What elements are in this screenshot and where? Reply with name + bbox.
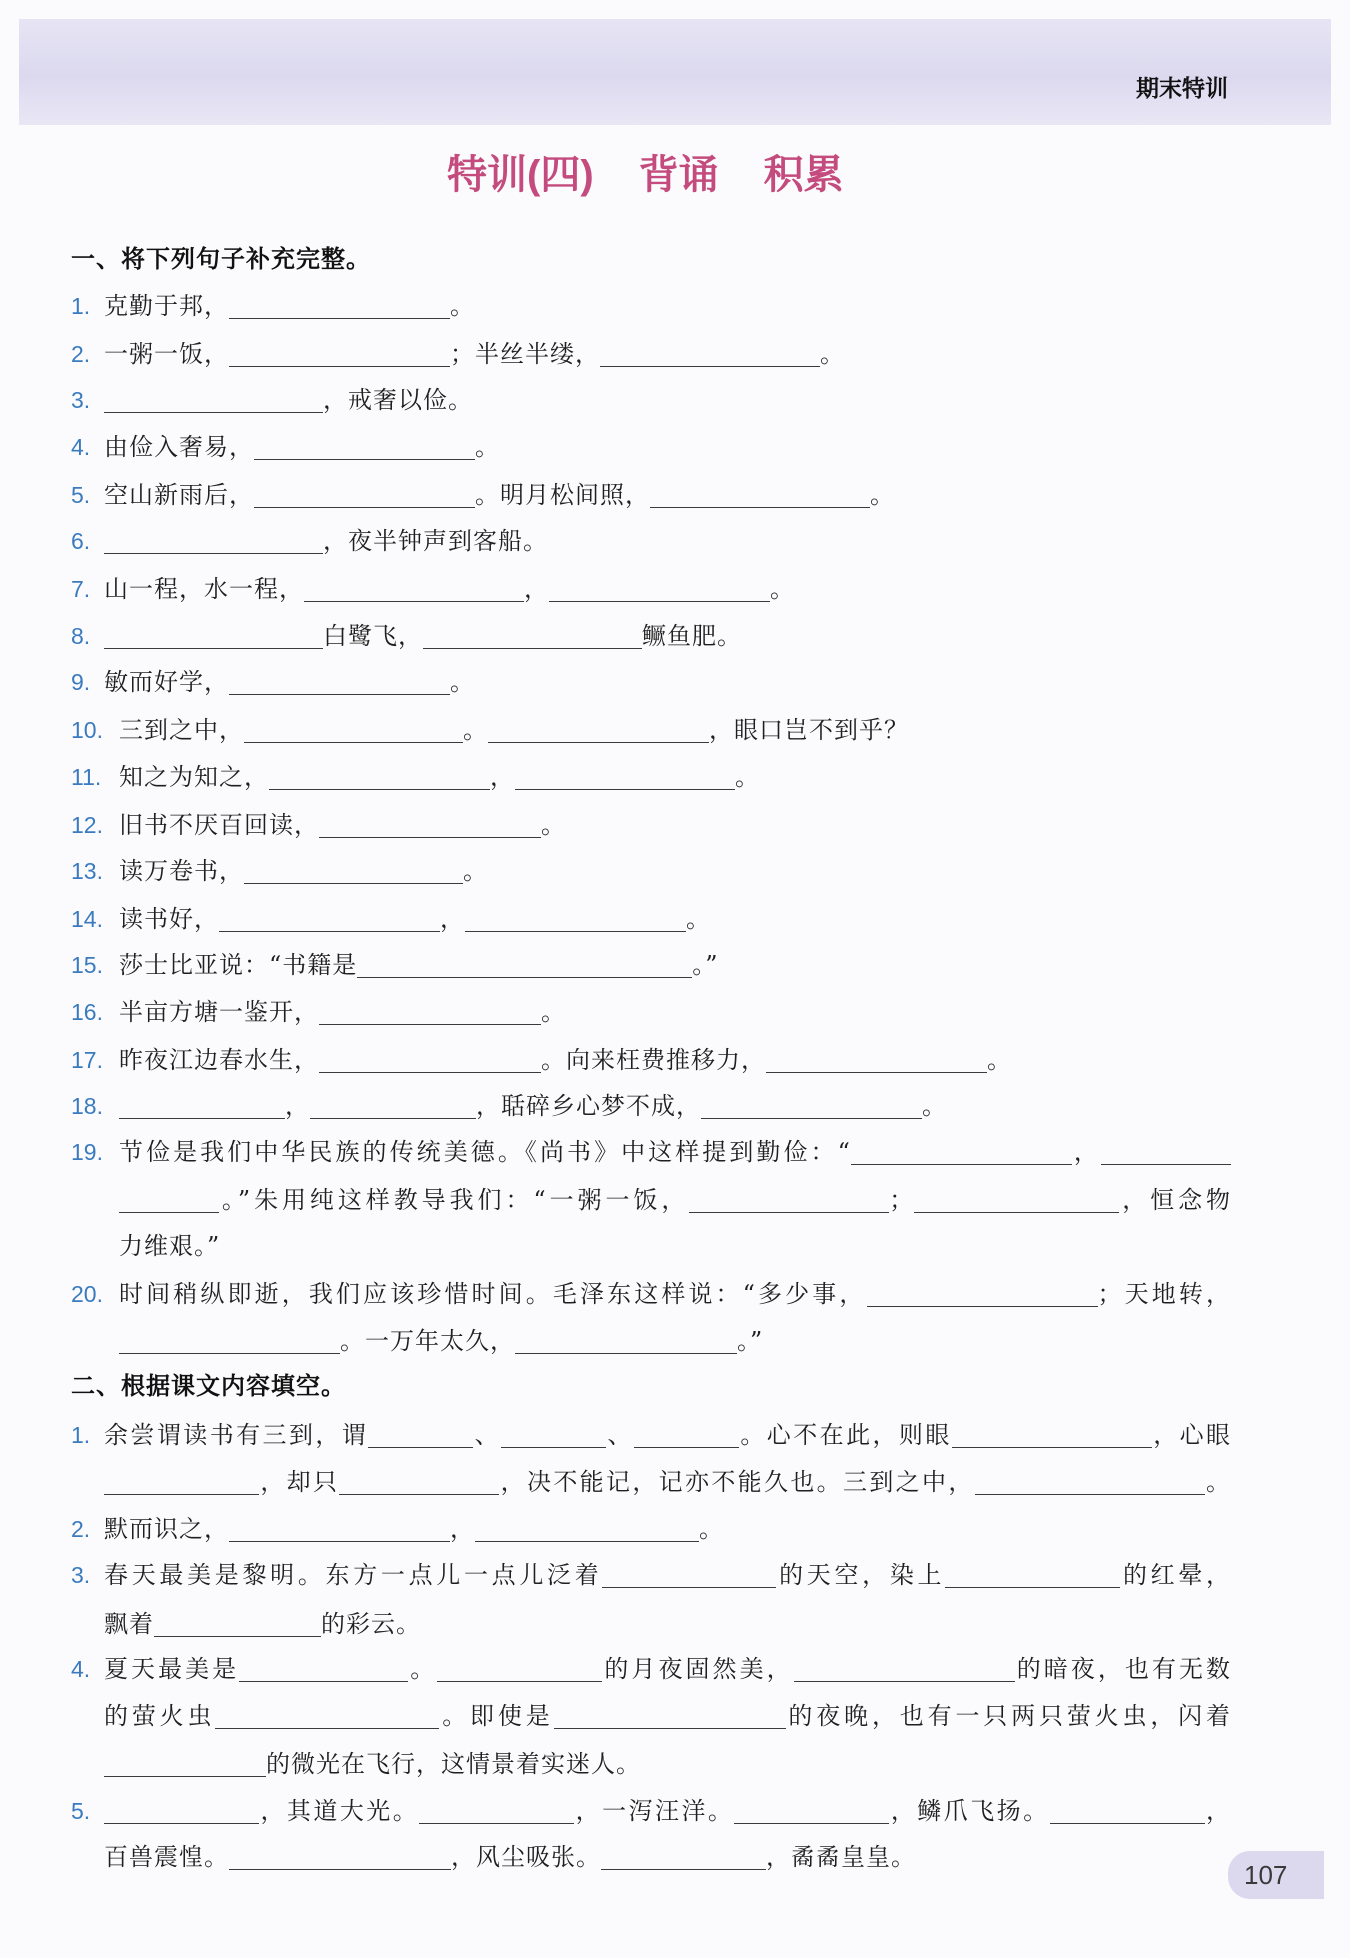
answer-blank [304, 579, 524, 602]
item-text: 鳜鱼肥。 [642, 622, 742, 650]
item-line [71, 901, 711, 937]
answer-blank [104, 531, 323, 554]
item-number: 14. [71, 906, 103, 932]
answer-blank [104, 626, 323, 649]
item-number: 7. [71, 576, 91, 602]
item-number: 20. [71, 1281, 103, 1307]
answer-blank [600, 344, 820, 367]
item-text: 。 [820, 340, 845, 368]
item-text: 半亩方塘一鉴开， [119, 998, 319, 1026]
item-text: 。心不在此，则眼 [738, 1421, 952, 1449]
item-line [71, 994, 566, 1030]
answer-blank [867, 1284, 1098, 1307]
item-line [71, 664, 475, 700]
title-part: 积累 [763, 153, 844, 197]
item-line [71, 571, 795, 607]
item-text: ， [1071, 1138, 1101, 1166]
answer-blank [215, 1706, 439, 1729]
item-text: 节俭是我们中华民族的传统美德。《尚书》中这样提到勤俭：“ [119, 1138, 851, 1166]
item-text: 读书好， [119, 905, 219, 933]
item-text: ， [524, 575, 549, 603]
item-number: 12. [71, 812, 103, 838]
answer-blank [104, 1801, 259, 1824]
item-line-continued [119, 1182, 1231, 1218]
answer-blank [119, 1096, 285, 1119]
item-line [71, 1134, 1231, 1170]
item-text: 知之为知之， [119, 763, 269, 791]
item-text: 。 [463, 716, 488, 744]
answer-blank [310, 1096, 476, 1119]
item-number: 8. [71, 623, 91, 649]
answer-blank [952, 1425, 1152, 1448]
item-text: 。 [770, 575, 795, 603]
answer-blank [239, 1659, 408, 1682]
answer-blank [437, 1659, 602, 1682]
item-text: ，却只 [259, 1468, 340, 1496]
item-text: 的月夜固然美， [602, 1655, 794, 1683]
item-text: 。” [692, 951, 719, 979]
item-text: ；半丝半缕， [450, 340, 600, 368]
item-line [71, 1511, 724, 1547]
answer-blank [319, 1002, 541, 1025]
answer-blank [269, 767, 490, 790]
item-text: 。 [475, 433, 500, 461]
item-number: 1. [71, 293, 91, 319]
item-text: 。 [699, 1515, 724, 1543]
answer-blank [554, 1706, 786, 1729]
item-line [71, 1793, 1232, 1829]
item-line [71, 382, 473, 418]
item-line [71, 1417, 1232, 1453]
item-text: ，矞矞皇皇。 [766, 1843, 916, 1871]
item-line [71, 759, 760, 795]
item-text: 。 [735, 763, 760, 791]
item-text: 百兽震惶。 [104, 1843, 229, 1871]
item-text: ； [889, 1186, 915, 1214]
item-line [71, 1088, 947, 1124]
item-text: 。向来枉费推移力， [541, 1046, 766, 1074]
item-text: 。 [463, 857, 488, 885]
item-number: 1. [71, 1422, 91, 1448]
page-title [447, 150, 844, 200]
answer-blank [357, 955, 692, 978]
answer-blank [602, 1565, 776, 1588]
item-text: ；天地转， [1097, 1280, 1231, 1308]
item-text: ， [450, 1515, 475, 1543]
item-line [71, 477, 895, 513]
answer-blank [851, 1142, 1072, 1165]
answer-blank [515, 767, 735, 790]
item-line-continued [104, 1839, 916, 1875]
item-number: 9. [71, 669, 91, 695]
item-line-continued [104, 1606, 421, 1642]
answer-blank [488, 720, 709, 743]
item-text: 。 [541, 998, 566, 1026]
item-text: 。 [987, 1046, 1012, 1074]
item-text: ， [490, 763, 515, 791]
item-text: 。 [450, 292, 475, 320]
item-number: 17. [71, 1047, 103, 1073]
answer-blank [254, 437, 475, 460]
item-line [71, 288, 475, 324]
answer-blank [501, 1425, 606, 1448]
item-text: 。 [450, 668, 475, 696]
item-text: 默而识之， [104, 1515, 229, 1543]
item-text: 空山新雨后， [104, 481, 254, 509]
item-line-continued [104, 1746, 641, 1782]
answer-blank [319, 815, 541, 838]
item-text: ，决不能记，记亦不能久也。三到之中， [499, 1468, 975, 1496]
item-text: 的彩云。 [321, 1610, 421, 1638]
item-text: 白鹭飞， [323, 622, 423, 650]
item-text: 的天空，染上 [776, 1561, 946, 1589]
item-number: 4. [71, 1656, 91, 1682]
item-text: 由俭入奢易， [104, 433, 254, 461]
item-text: 读万卷书， [119, 857, 244, 885]
item-text: 。 [922, 1092, 947, 1120]
header-tag: 期末特训 [1136, 75, 1228, 101]
item-text: 的夜晚，也有一只两只萤火虫，闪着 [785, 1702, 1232, 1730]
item-text: 。 [870, 481, 895, 509]
item-number: 16. [71, 999, 103, 1025]
item-text: 飘着 [104, 1610, 154, 1638]
item-text: 、 [473, 1421, 502, 1449]
item-text: 。 [541, 811, 566, 839]
title-part: 背诵 [638, 153, 719, 197]
answer-blank [601, 1847, 766, 1870]
item-text: 余尝谓读书有三到，谓 [104, 1421, 369, 1449]
item-number: 5. [71, 482, 91, 508]
answer-blank [104, 1472, 259, 1495]
answer-blank [368, 1425, 473, 1448]
item-line [71, 1651, 1232, 1687]
item-text: 三到之中， [119, 716, 244, 744]
item-text: ，风尘吸张。 [451, 1843, 601, 1871]
item-line [71, 1557, 1232, 1593]
item-text: ，聒碎乡心梦不成， [476, 1092, 701, 1120]
item-line [71, 336, 845, 372]
answer-blank [423, 626, 642, 649]
item-text: 的萤火虫 [104, 1702, 216, 1730]
section-heading: 二、根据课文内容填空。 [71, 1373, 346, 1400]
item-line [71, 853, 488, 889]
answer-blank [339, 1472, 499, 1495]
item-text: 。 [1204, 1468, 1232, 1496]
item-line [71, 429, 500, 465]
item-number: 15. [71, 952, 103, 978]
item-text: 的微光在飞行，这情景着实迷人。 [266, 1750, 641, 1778]
answer-blank [229, 1847, 451, 1870]
answer-blank [244, 861, 463, 884]
item-text: 夏天最美是 [104, 1655, 240, 1683]
item-text: 昨夜江边春水生， [119, 1046, 319, 1074]
section-heading: 一、将下列句子补充完整。 [71, 246, 371, 273]
item-text: ，夜半钟声到客船。 [323, 527, 548, 555]
answer-blank [794, 1659, 1015, 1682]
answer-blank [549, 579, 770, 602]
answer-blank [319, 1050, 541, 1073]
item-number: 6. [71, 528, 91, 554]
answer-blank [734, 1801, 889, 1824]
item-text: 敏而好学， [104, 668, 229, 696]
header-band [19, 19, 1331, 125]
answer-blank [1050, 1801, 1205, 1824]
item-line-continued [119, 1228, 220, 1264]
item-line-continued [104, 1698, 1231, 1734]
answer-blank [154, 1614, 321, 1637]
answer-blank [229, 1519, 450, 1542]
answer-blank [229, 344, 450, 367]
answer-blank [515, 1331, 737, 1354]
item-text: 的红晕， [1120, 1561, 1232, 1589]
item-text: 。 [686, 905, 711, 933]
answer-blank [1101, 1142, 1231, 1165]
answer-blank [229, 296, 450, 319]
item-line [71, 1042, 1012, 1078]
answer-blank [475, 1519, 699, 1542]
item-line [71, 712, 909, 748]
item-number: 5. [71, 1798, 91, 1824]
item-text: 。即使是 [439, 1702, 554, 1730]
answer-blank [914, 1190, 1119, 1213]
item-number: 3. [71, 1562, 91, 1588]
item-text: 。” [737, 1327, 764, 1355]
answer-blank [689, 1190, 889, 1213]
item-text: 。一万年太久， [340, 1327, 515, 1355]
answer-blank [419, 1801, 574, 1824]
item-text: ， [1204, 1797, 1232, 1825]
item-text: ，鳞爪飞扬。 [889, 1797, 1050, 1825]
item-text: 莎士比亚说：“书籍是 [119, 951, 358, 979]
item-line [71, 523, 548, 559]
answer-blank [945, 1565, 1120, 1588]
item-text: 一粥一饭， [104, 340, 229, 368]
item-line [71, 1276, 1231, 1312]
item-text: 、 [606, 1421, 634, 1449]
item-number: 11. [71, 764, 102, 790]
answer-blank [104, 390, 323, 413]
answer-blank [465, 909, 686, 932]
item-number: 2. [71, 1516, 91, 1542]
answer-blank [119, 1190, 219, 1213]
answer-blank [244, 720, 463, 743]
item-text: 。”朱用纯这样教导我们：“一粥一饭， [219, 1186, 690, 1214]
item-number: 10. [71, 717, 103, 743]
answer-blank [219, 909, 440, 932]
answer-blank [975, 1472, 1205, 1495]
answer-blank [254, 485, 475, 508]
item-text: 的暗夜，也有无数 [1014, 1655, 1232, 1683]
item-text: ， [285, 1092, 310, 1120]
item-text: 旧书不厌百回读， [119, 811, 319, 839]
answer-blank [634, 1425, 739, 1448]
item-text: 。明月松间照， [475, 481, 650, 509]
item-text: 春天最美是黎明。东方一点儿一点儿泛着 [104, 1561, 603, 1589]
item-text: 山一程，水一程， [104, 575, 304, 603]
item-text: 。 [408, 1655, 438, 1683]
item-text: ，其道大光。 [259, 1797, 420, 1825]
item-number: 4. [71, 434, 91, 460]
item-text: 力维艰。” [119, 1232, 221, 1260]
item-line [71, 807, 566, 843]
page-number: 107 [1244, 1860, 1288, 1890]
item-number: 3. [71, 387, 91, 413]
item-text: ，一泻汪洋。 [574, 1797, 735, 1825]
item-text: ， [440, 905, 465, 933]
item-line-continued [104, 1464, 1231, 1500]
item-line [71, 947, 719, 983]
item-line-continued [119, 1323, 763, 1359]
answer-blank [119, 1331, 340, 1354]
item-text: ，恒念物 [1119, 1186, 1231, 1214]
item-text: ，眼口岂不到乎？ [709, 716, 909, 744]
answer-blank [650, 485, 870, 508]
item-text: 时间稍纵即逝，我们应该珍惜时间。毛泽东这样说：“多少事， [119, 1280, 867, 1308]
item-number: 19. [71, 1139, 103, 1165]
item-text: ，戒奢以俭。 [323, 386, 473, 414]
answer-blank [104, 1754, 266, 1777]
item-text: 克勤于邦， [104, 292, 229, 320]
item-line [71, 618, 742, 654]
item-number: 13. [71, 858, 103, 884]
answer-blank [766, 1050, 987, 1073]
answer-blank [229, 672, 450, 695]
item-text: ，心眼 [1151, 1421, 1232, 1449]
item-number: 2. [71, 341, 91, 367]
item-number: 18. [71, 1093, 103, 1119]
title-part: 特训(四) [447, 153, 594, 197]
answer-blank [701, 1096, 922, 1119]
